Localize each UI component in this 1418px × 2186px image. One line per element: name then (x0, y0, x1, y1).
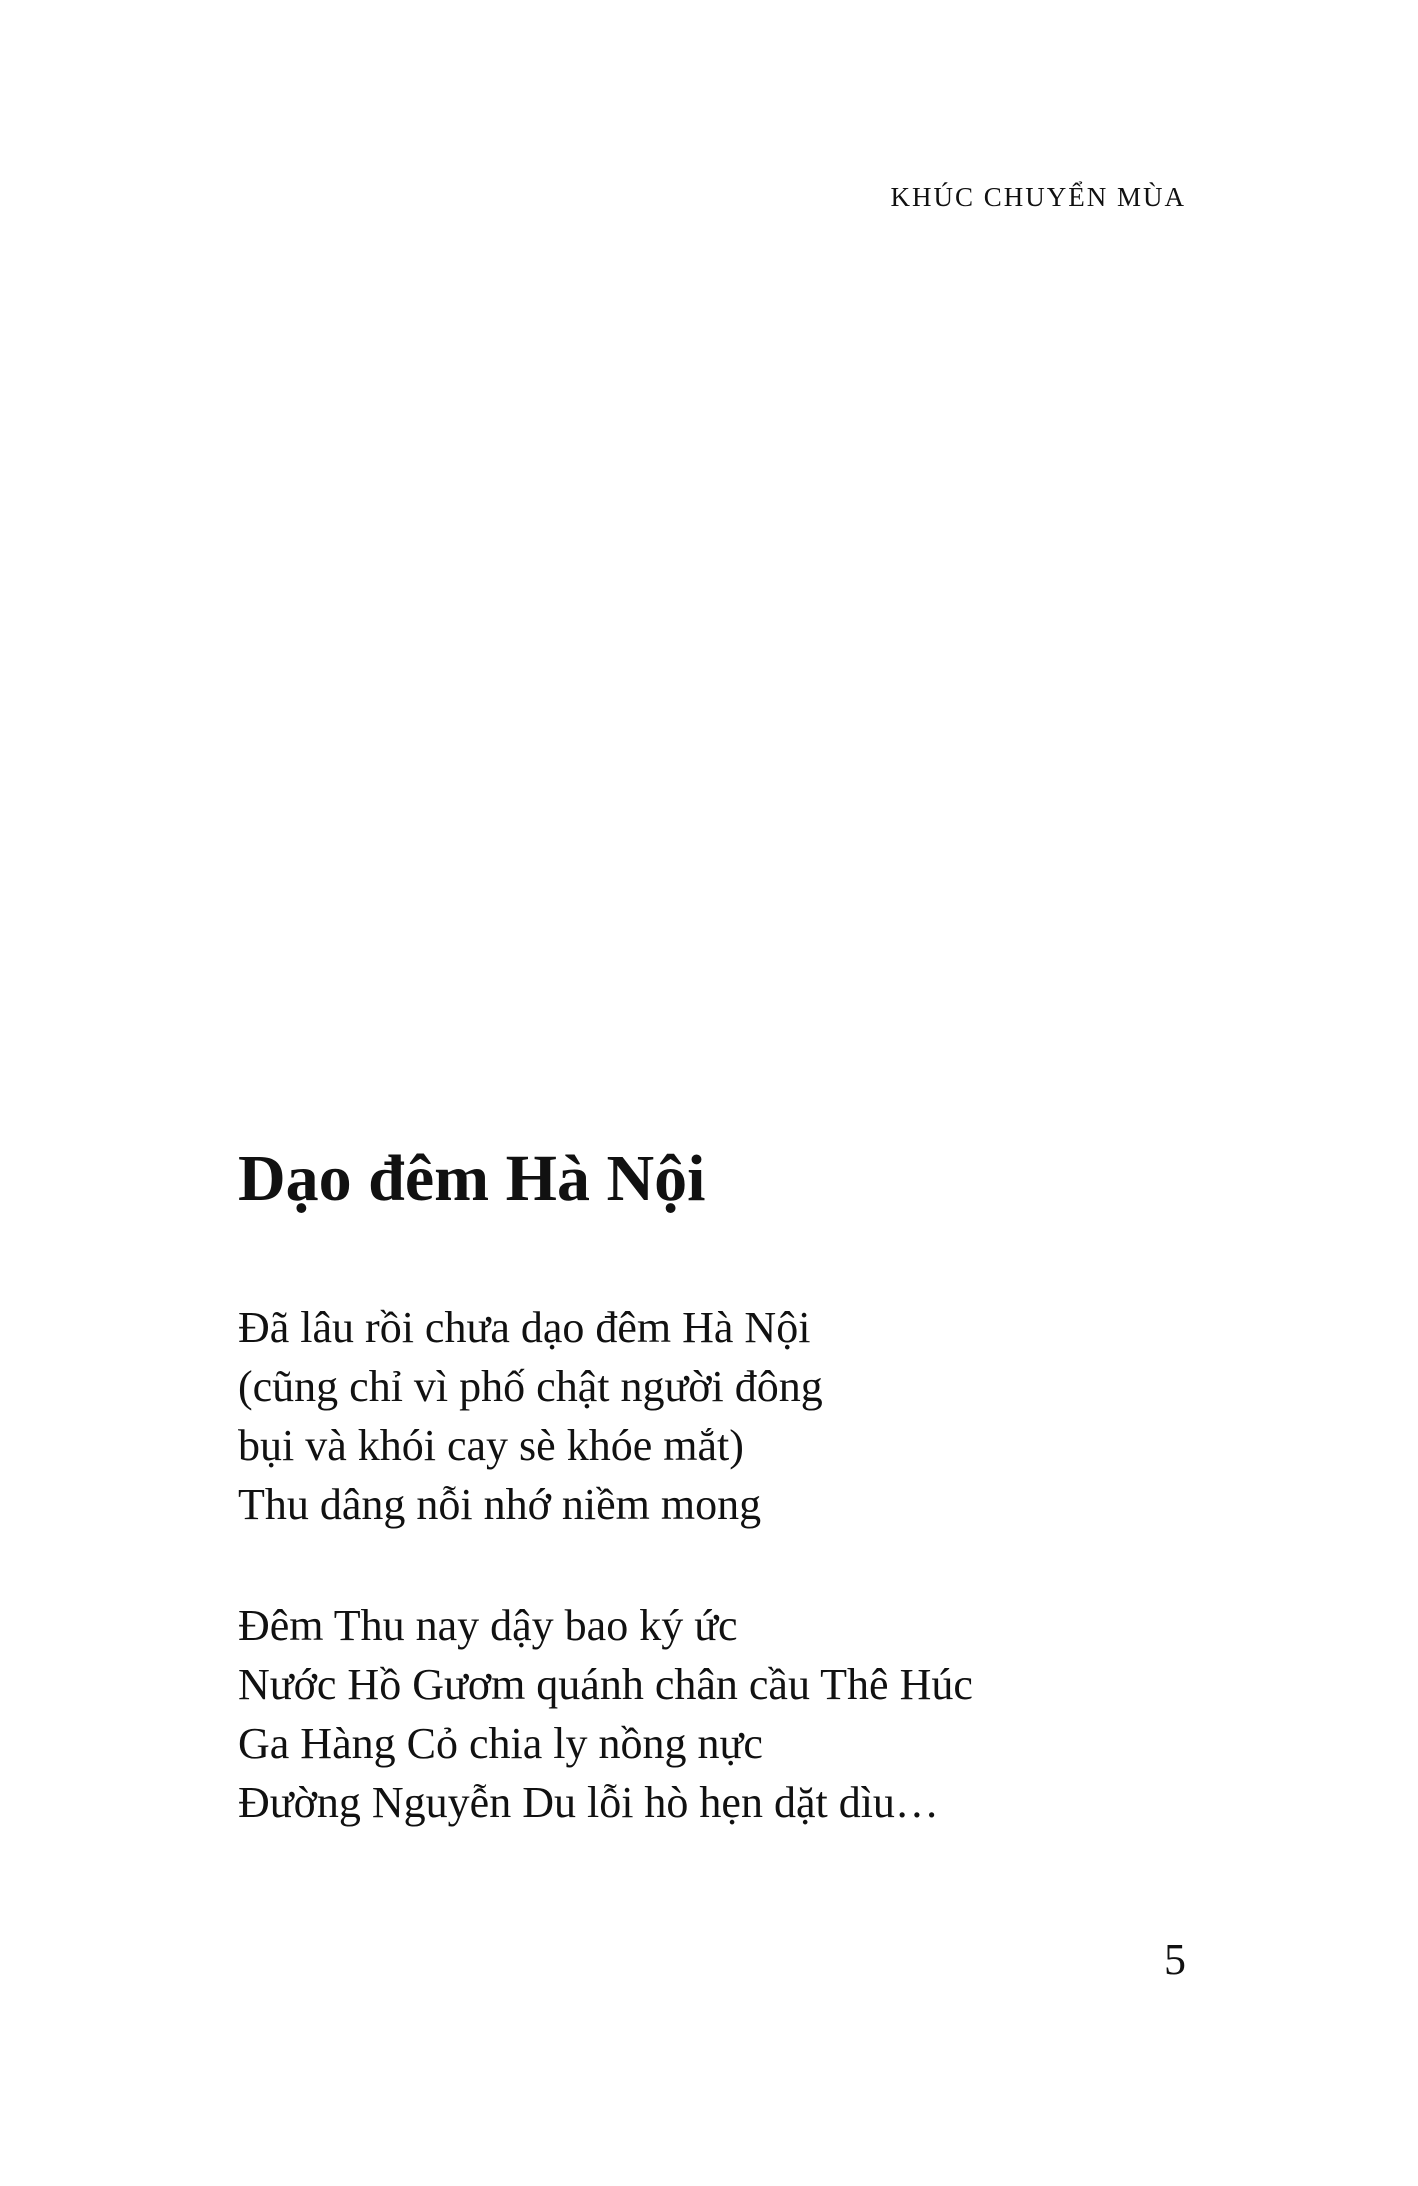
poem-title: Dạo đêm Hà Nội (238, 1142, 706, 1215)
page-number: 5 (1164, 1935, 1186, 1984)
poem-line: Ga Hàng Cỏ chia ly nồng nực (238, 1719, 763, 1768)
poem-line: Đường Nguyễn Du lỗi hò hẹn dặt dìu… (238, 1778, 939, 1827)
stanza-1 (238, 1298, 823, 1534)
running-header: KHÚC CHUYỂN MÙA (890, 182, 1186, 212)
stanza-2 (238, 1596, 973, 1832)
poem-line: Đã lâu rồi chưa dạo đêm Hà Nội (238, 1303, 811, 1352)
poem-line: (cũng chỉ vì phố chật người đông (238, 1362, 823, 1411)
poem-line: Đêm Thu nay dậy bao ký ức (238, 1601, 738, 1650)
poem-line: Nước Hồ Gươm quánh chân cầu Thê Húc (238, 1660, 973, 1709)
poem-line: Thu dâng nỗi nhớ niềm mong (238, 1480, 762, 1529)
poem-line: bụi và khói cay sè khóe mắt) (238, 1421, 744, 1470)
